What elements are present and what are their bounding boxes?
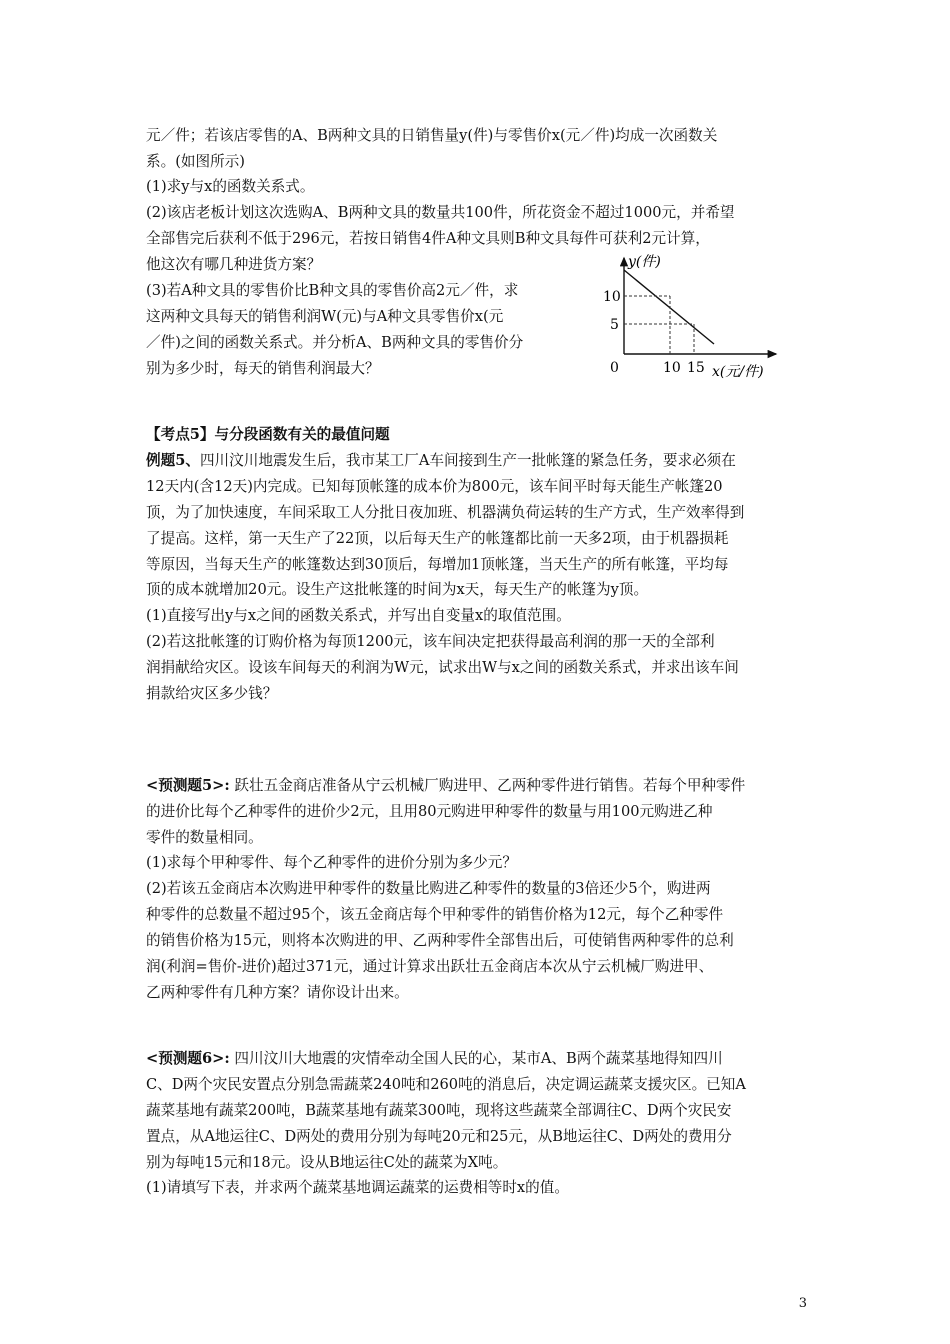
- paragraph-line: 他这次有哪几种进货方案？: [146, 256, 322, 273]
- question-2-text: (2)该店老板计划这次选购A、B两种文具的数量共100件，所花资金不超过1000元，并希望: [146, 204, 735, 221]
- y-axis-label: y(件): [628, 254, 661, 270]
- paragraph-line: 全部售完后获利不低于296元，若按日销售4件A种文具则B种文具每件可获利2元计算，: [146, 230, 710, 247]
- paragraph-line: 等原因，当每天生产的帐篷数达到30顶后，每增加1顶帐篷，当天生产的所有帐篷，平均每: [146, 556, 729, 573]
- y-tick-10: 10: [603, 289, 621, 305]
- paragraph-line: 了提高。这样，第一天生产了22顶，以后每天生产的帐篷都比前一天多2项，由于机器损耗: [146, 530, 729, 547]
- prediction-label: <预测题6>:: [146, 1050, 230, 1067]
- paragraph-line: C、D两个灾民安置点分别急需蔬菜240吨和260吨的消息后，决定调运蔬菜支援灾区。已知A: [146, 1076, 746, 1093]
- paragraph-line: 12天内(含12天)内完成。已知每顶帐篷的成本价为800元，该车间平时每天能生产帐篷20: [146, 478, 723, 495]
- paragraph-line: 这两种文具每天的销售利润W(元)与A种文具零售价x(元: [146, 308, 504, 325]
- paragraph-line: 元／件；若该店零售的A、B两种文具的日销售量y(件)与零售价x(元／件)均成一次函数关: [146, 127, 718, 144]
- paragraph-line: 的销售价格为15元，则将本次购进的甲、乙两种零件全部售出后，可使销售两种零件的总利: [146, 932, 734, 949]
- paragraph-line: 捐款给灾区多少钱？: [146, 685, 278, 702]
- question-1-text: (1)求每个甲种零件、每个乙种零件的进价分别为多少元？: [146, 854, 517, 871]
- section-heading: 【考点5】与分段函数有关的最值问题: [146, 426, 390, 443]
- x-tick-10: 10: [663, 360, 681, 376]
- x-axis-label: x(元/件): [712, 364, 764, 380]
- question-3-text: (3)若A种文具的零售价比B种文具的零售价高2元／件，求: [146, 282, 519, 299]
- paragraph-line: 顶的成本就增加20元。设生产这批帐篷的时间为x天，每天生产的帐篷为y顶。: [146, 581, 649, 598]
- prediction-5-first-line: <预测题5>: 跃壮五金商店准备从宁云机械厂购进甲、乙两种零件进行销售。若每个甲种零件: [146, 777, 746, 794]
- paragraph-line: 种零件的总数量不超过95个，该五金商店每个甲种零件的销售价格为12元，每个乙种零件: [146, 906, 724, 923]
- question-2-text: (2)若该五金商店本次购进甲种零件的数量比购进乙种零件的数量的3倍还少5个，购进两: [146, 880, 711, 897]
- origin-label: 0: [610, 360, 619, 376]
- paragraph-line: 润捐献给灾区。设该车间每天的利润为W元，试求出W与x之间的函数关系式，并求出该车间: [146, 659, 739, 676]
- y-tick-5: 5: [610, 317, 619, 333]
- paragraph-line: 润(利润=售价-进价)超过371元，通过计算求出跃壮五金商店本次从宁云机械厂购进甲、: [146, 958, 714, 975]
- prediction-6-first-line: <预测题6>: 四川汶川大地震的灾情牵动全国人民的心，某市A、B两个蔬菜基地得知四川: [146, 1050, 723, 1067]
- paragraph-line: 零件的数量相同。: [146, 829, 263, 846]
- question-1-text: (1)直接写出y与x之间的函数关系式，并写出自变量x的取值范围。: [146, 607, 571, 624]
- paragraph-line: 蔬菜基地有蔬菜200吨，B蔬菜基地有蔬菜300吨，现将这些蔬菜全部调往C、D两个灾民安: [146, 1102, 732, 1119]
- paragraph-line: 别为每吨15元和18元。设从B地运往C处的蔬菜为X吨。: [146, 1154, 508, 1171]
- prediction-label: <预测题5>:: [146, 777, 230, 794]
- paragraph-line: 别为多少时，每天的销售利润最大？: [146, 360, 380, 377]
- example-label: 例题5、: [146, 452, 200, 469]
- paragraph-line: ／件)之间的函数关系式。并分析A、B两种文具的零售价分: [146, 334, 524, 351]
- paragraph-line: 置点，从A地运往C、D两处的费用分别为每吨20元和25元，从B地运往C、D两处的费用分: [146, 1128, 732, 1145]
- question-1-text: (1)求y与x的函数关系式。: [146, 178, 315, 195]
- question-2-text: (2)若这批帐篷的订购价格为每顶1200元，该车间决定把获得最高利润的那一天的全部利: [146, 633, 715, 650]
- paragraph-line: 顶，为了加快速度，车间采取工人分批日夜加班、机器满负荷运转的生产方式，生产效率得到: [146, 504, 745, 521]
- question-1-text: (1)请填写下表，并求两个蔬菜基地调运蔬菜的运费相等时x的值。: [146, 1179, 569, 1196]
- function-graph: [600, 250, 795, 382]
- paragraph-line: 乙两种零件有几种方案？请你设计出来。: [146, 984, 409, 1001]
- page-number: 3: [798, 1296, 807, 1311]
- paragraph-line: 的进价比每个乙种零件的进价少2元，且用80元购进甲种零件的数量与用100元购进乙种: [146, 803, 713, 820]
- paragraph-line: 系。(如图所示): [146, 153, 245, 170]
- function-line: [624, 270, 714, 344]
- example-5-first-line: 例题5、四川汶川地震发生后，我市某工厂A车间接到生产一批帐篷的紧急任务，要求必须在: [146, 452, 736, 469]
- x-tick-15: 15: [687, 360, 705, 376]
